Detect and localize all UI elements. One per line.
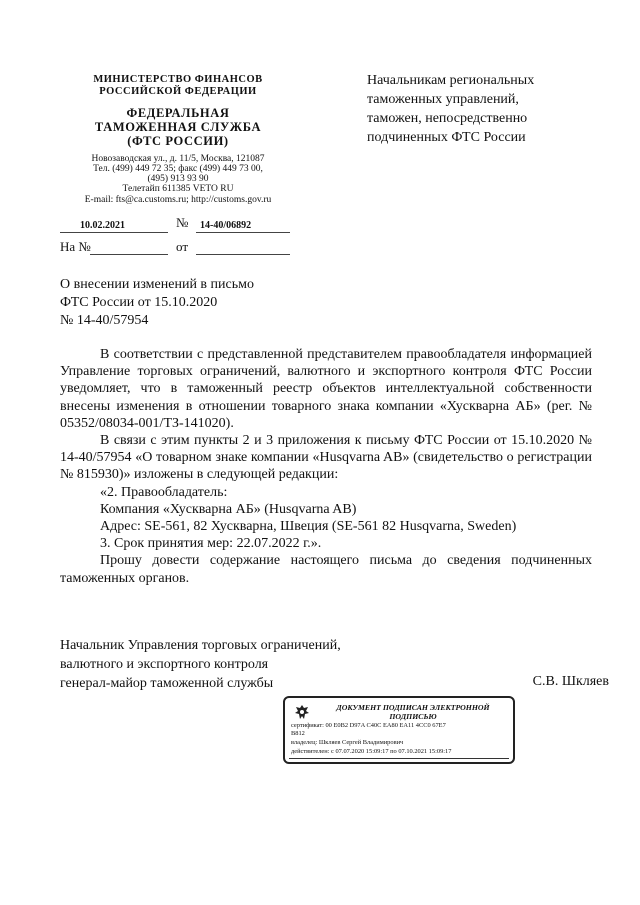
service-line-3: (ФТС РОССИИ) xyxy=(127,134,229,148)
reg-date-line xyxy=(60,218,168,233)
ministry-line-1: МИНИСТЕРСТВО ФИНАНСОВ xyxy=(93,74,263,85)
addressee-line-1: Начальникам региональных xyxy=(367,73,535,88)
letter-body xyxy=(60,346,592,587)
reg-number-sign: № xyxy=(176,215,189,230)
stamp-validity: действителен: с 07.07.2020 15:09:17 по 07.10.2021 15:09:17 xyxy=(291,748,452,755)
addressee-line-3: таможен, непосредственно xyxy=(367,111,528,126)
eagle-emblem-icon xyxy=(293,703,311,721)
service-line-2: ТАМОЖЕННАЯ СЛУЖБА xyxy=(94,120,262,134)
paragraph-1: В соответствии с представленной представителем правообладателя информацией Управление торговых ограничений, валютного и экспортного контроля ФТС России уведомляет, что в таможенный реестр объектов интеллектуальной собственности внесены изменения в отношении товарного знака компании «Хускварна АБ» (рег. № 05352/08034-001/ТЗ-141020). xyxy=(60,347,592,431)
ref-number-line xyxy=(90,241,168,255)
subject xyxy=(60,276,320,330)
contact-email: E-mail: fts@ca.customs.ru; http://customs.gov.ru xyxy=(84,195,272,205)
reg-number-line xyxy=(196,218,290,233)
stamp-certificate-cont: B812 xyxy=(291,730,305,737)
stamp-title xyxy=(315,703,511,721)
contact-teletype: Телетайп 611385 VETO RU xyxy=(122,184,234,194)
position-line-1: Начальник Управления торговых ограничений, xyxy=(60,638,341,653)
subject-line-3: № 14-40/57954 xyxy=(60,313,149,328)
contact-address: Новозаводская ул., д. 11/5, Москва, 121087 xyxy=(91,154,265,164)
subject-line-1: О внесении изменений в письмо xyxy=(60,277,254,292)
from-label: от xyxy=(176,239,189,254)
quote-line-1: «2. Правообладатель: xyxy=(100,484,228,500)
ministry-line-2: РОССИЙСКОЙ ФЕДЕРАЦИИ xyxy=(99,86,257,97)
addressee-line-2: таможенных управлений, xyxy=(367,92,519,107)
stamp-title-line-1: ДОКУМЕНТ ПОДПИСАН ЭЛЕКТРОННОЙ xyxy=(336,703,490,712)
quote-line-2: Компания «Хускварна АБ» (Husqvarna AB) xyxy=(100,501,357,517)
ref-date-line xyxy=(196,241,290,255)
e-signature-stamp xyxy=(283,696,515,764)
position-line-2: валютного и экспортного контроля xyxy=(60,657,269,672)
contact-phone-2: (495) 913 93 90 xyxy=(147,174,209,184)
stamp-underline xyxy=(289,758,509,759)
paragraph-3: Прошу довести содержание настоящего письма до сведения подчиненных таможенных органов. xyxy=(60,553,592,586)
reg-number: 14-40/06892 xyxy=(200,220,252,231)
subject-line-2: ФТС России от 15.10.2020 xyxy=(60,295,218,310)
ministry-name xyxy=(60,74,296,98)
quote-line-3: Адрес: SE-561, 82 Хускварна, Швеция (SE-561 82 Husqvarna, Sweden) xyxy=(100,519,517,535)
addressee-line-4: подчиненных ФТС России xyxy=(367,130,526,145)
service-name xyxy=(60,106,296,148)
service-line-1: ФЕДЕРАЛЬНАЯ xyxy=(126,106,230,120)
stamp-certificate: сертификат: 00 E0B2 D97A C40C EA80 EA11 4CC0 67E7 xyxy=(291,722,446,729)
stamp-owner: владелец: Шкляев Сергей Владимирович xyxy=(291,739,404,746)
ref-label: На № xyxy=(60,239,91,254)
addressee xyxy=(367,71,597,147)
signer-position xyxy=(60,636,341,693)
position-line-3: генерал-майор таможенной службы xyxy=(60,676,274,691)
reg-date: 10.02.2021 xyxy=(80,220,125,231)
quote-line-4: 3. Срок принятия мер: 22.07.2022 г.». xyxy=(100,536,322,552)
signer-name: С.В. Шкляев xyxy=(532,674,609,689)
paragraph-2: В связи с этим пункты 2 и 3 приложения к письму ФТС России от 15.10.2020 № 14-40/57954 «О товарном знаке компании «Husqvarna AB» (свидетельство о регистрации № 815930)» изложены в следующей редакции: xyxy=(60,433,592,483)
contact-phone: Тел. (499) 449 72 35; факс (499) 449 73 00, xyxy=(93,164,263,174)
stamp-title-line-2: ПОДПИСЬЮ xyxy=(389,712,437,721)
